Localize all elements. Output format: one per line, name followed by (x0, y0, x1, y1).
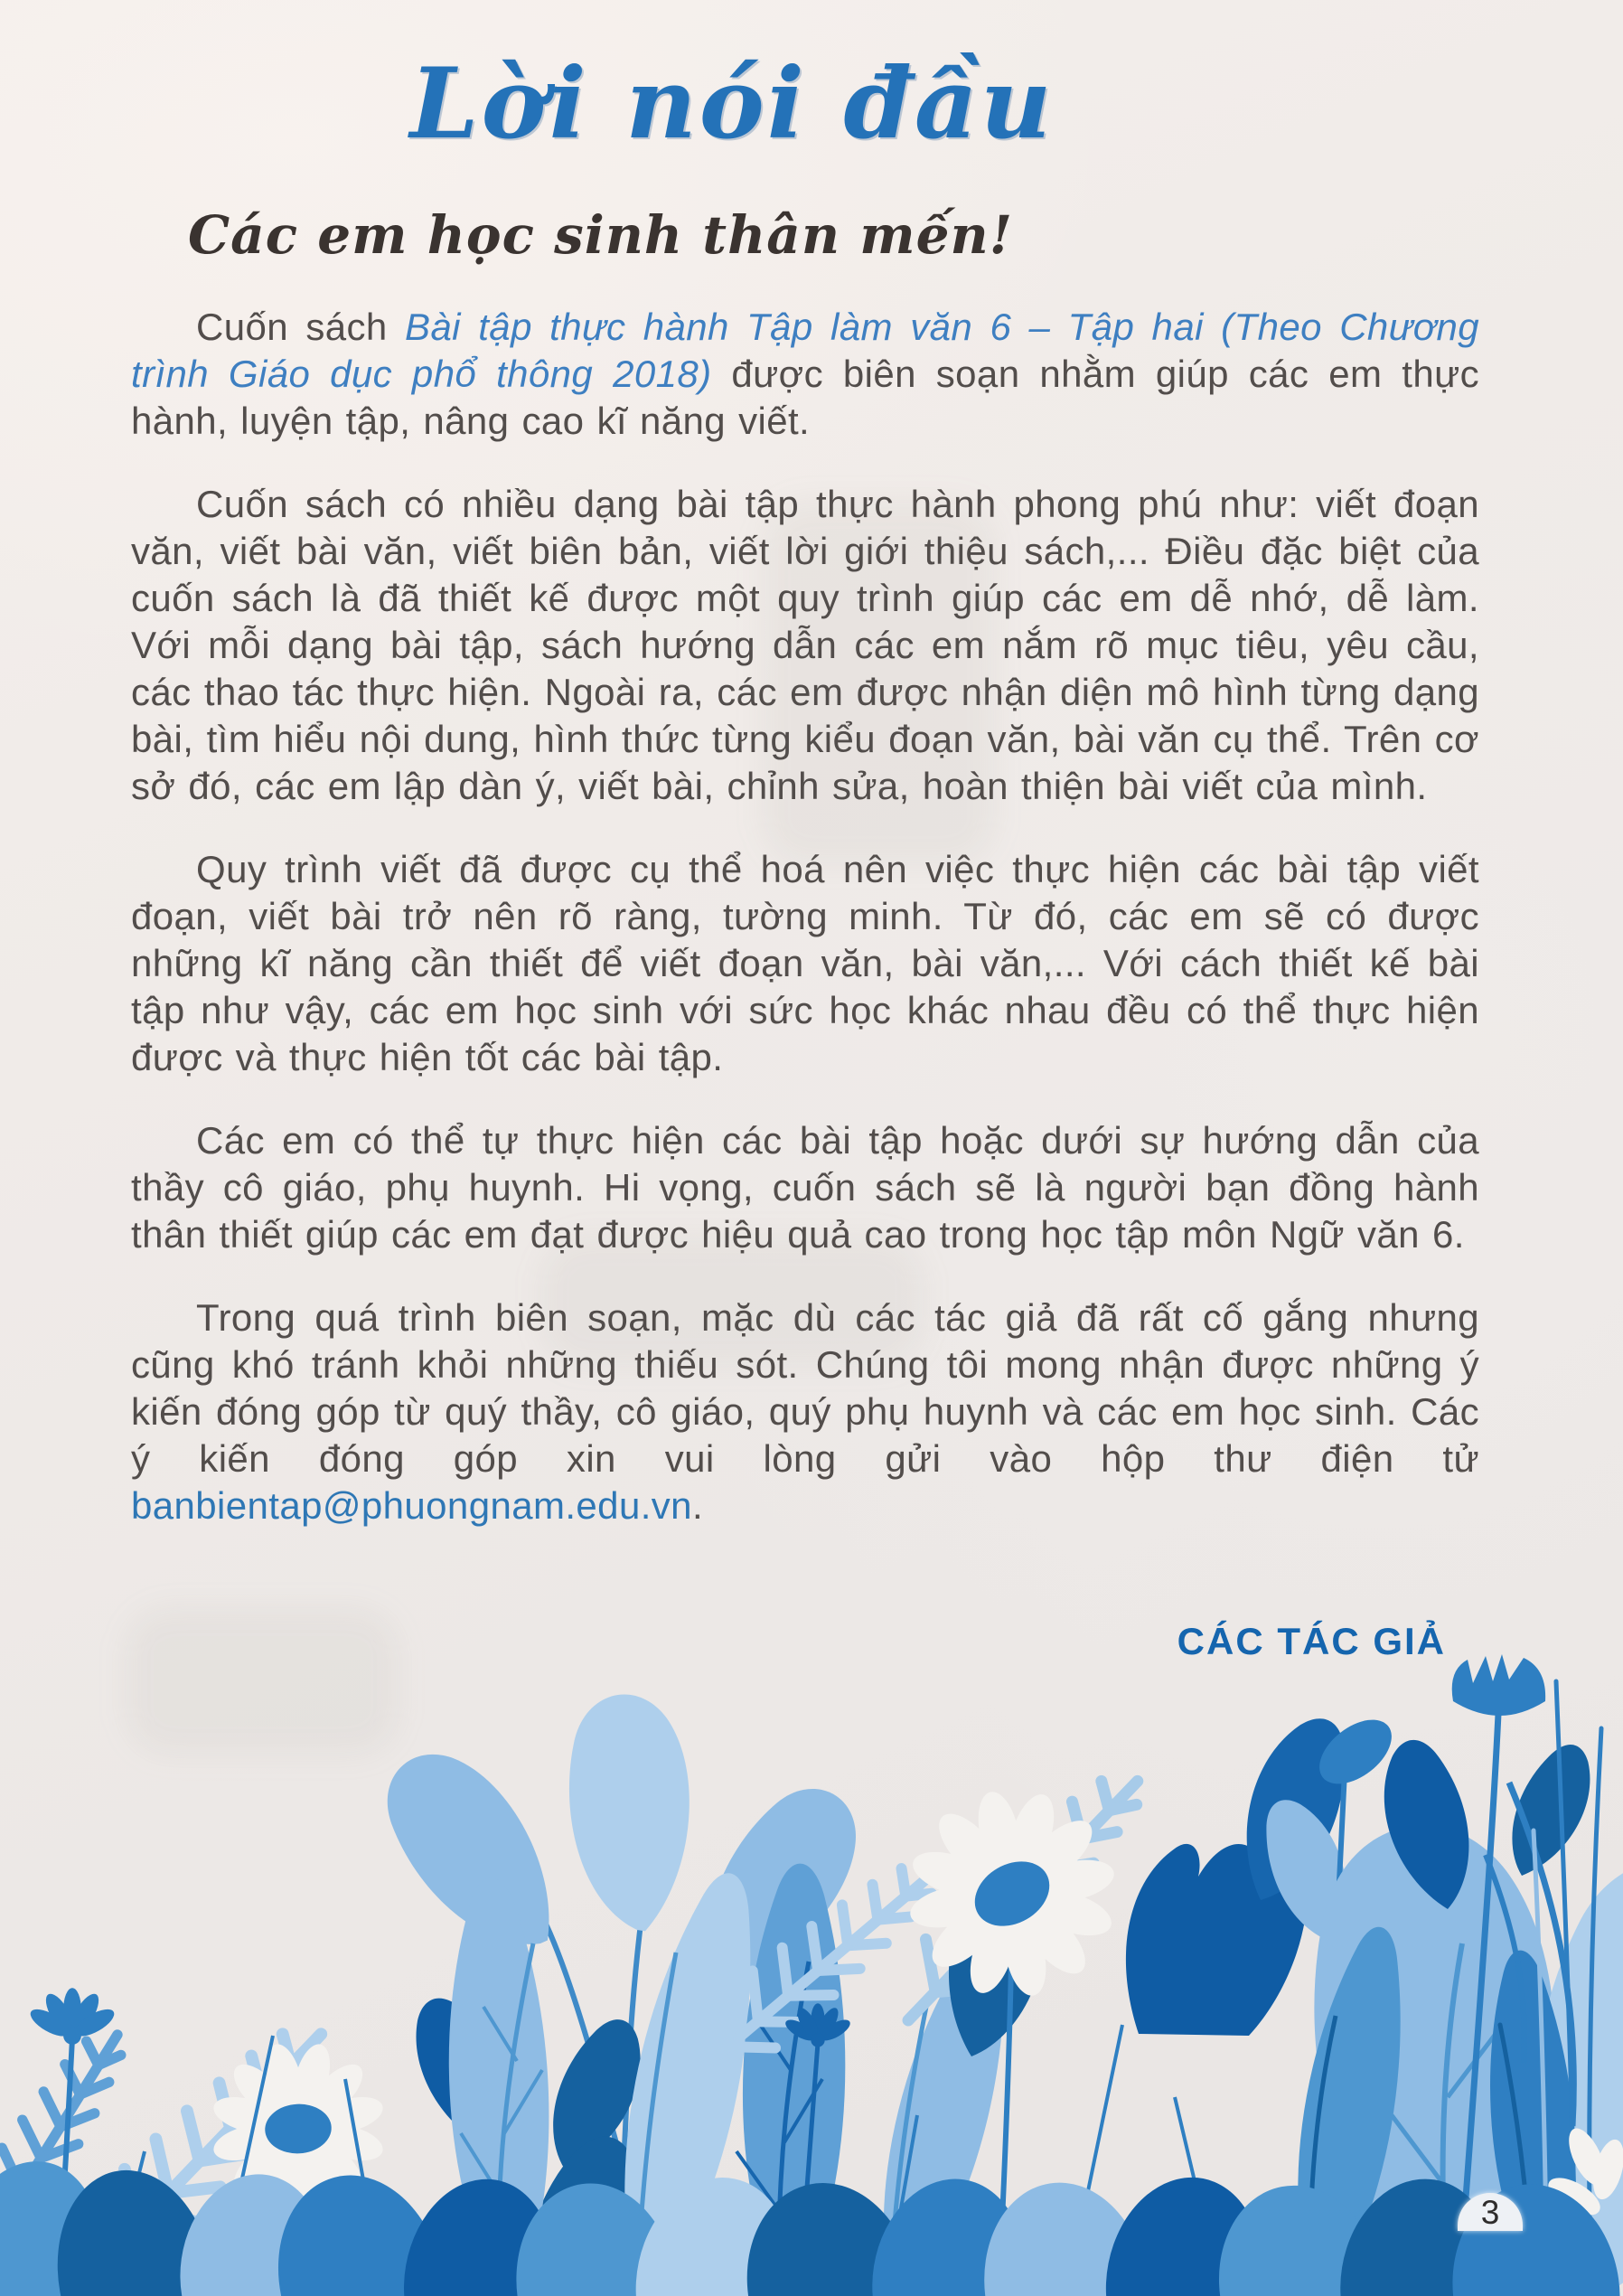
page-title: Lời nói đầu (409, 47, 1055, 161)
paragraph-2: Cuốn sách có nhiều dạng bài tập thực hành phong phú như: viết đoạn văn, viết bài văn, viết biên bản, viết lời giới thiệu sách,... Điều đặc biệt của cuốn sách là đã thiết kế được một quy trình giúp các em dễ nhớ, dễ làm. Với mỗi dạng bài tập, sách hướng dẫn các em nắm rõ mục tiêu, yêu cầu, các thao tác thực hiện. Ngoài ra, các em được nhận diện mô hình từng dạng bài, tìm hiểu nội dung, hình thức từng kiểu đoạn văn, bài văn cụ thể. Trên cơ sở đó, các em lập dàn ý, viết bài, chỉnh sửa, hoàn thiện bài viết của mình. (131, 483, 1479, 807)
authors-signature: CÁC TÁC GIẢ (1177, 1620, 1446, 1662)
paragraph-3: Quy trình viết đã được cụ thể hoá nên việc thực hiện các bài tập viết đoạn, viết bài trở nên rõ ràng, tường minh. Từ đó, các em sẽ có được những kĩ năng cần thiết để viết đoạn văn, bài văn,... Với cách thiết kế bài tập như vậy, các em học sinh với sức học khác nhau đều có thể thực hiện được và thực hiện tốt các bài tập. (131, 848, 1479, 1078)
paragraph-1-rest: được biên soạn nhằm giúp các em thực hành, luyện tập, nâng cao kĩ năng viết. (131, 353, 1479, 442)
floral-illustration (0, 1645, 1623, 2296)
paragraph-1 (131, 304, 1479, 445)
email-link[interactable]: banbientap@phuongnam.edu.vn (131, 1484, 692, 1527)
book-title-emphasis: Bài tập thực hành Tập làm văn 6 – Tập hai (Theo Chương trình Giáo dục phổ thông 2018) (131, 306, 1480, 395)
paragraph-5 (131, 1294, 1479, 1529)
salutation: Các em học sinh thân mến! (188, 204, 1014, 266)
paragraph-1-lead: Cuốn sách (196, 306, 405, 348)
paragraph-4: Các em có thể tự thực hiện các bài tập hoặc dưới sự hướng dẫn của thầy cô giáo, phụ huynh. Hi vọng, cuốn sách sẽ là người bạn đồng hành thân thiết giúp các em đạt được hiệu quả cao trong học tập môn Ngữ văn 6. (131, 1119, 1479, 1256)
paragraph-5-lead: Trong quá trình biên soạn, mặc dù các tác giả đã rất cố gắng nhưng cũng khó tránh khỏi những thiếu sót. Chúng tôi mong nhận được những ý kiến đóng góp từ quý thầy, cô giáo, quý phụ huynh và các em học sinh. Các ý kiến đóng góp xin vui lòng gửi vào hộp thư điện tử (131, 1296, 1479, 1480)
page-number-value: 3 (1480, 2194, 1500, 2231)
paragraph-5-tail: . (691, 1484, 704, 1527)
preface-body (131, 304, 1479, 1566)
